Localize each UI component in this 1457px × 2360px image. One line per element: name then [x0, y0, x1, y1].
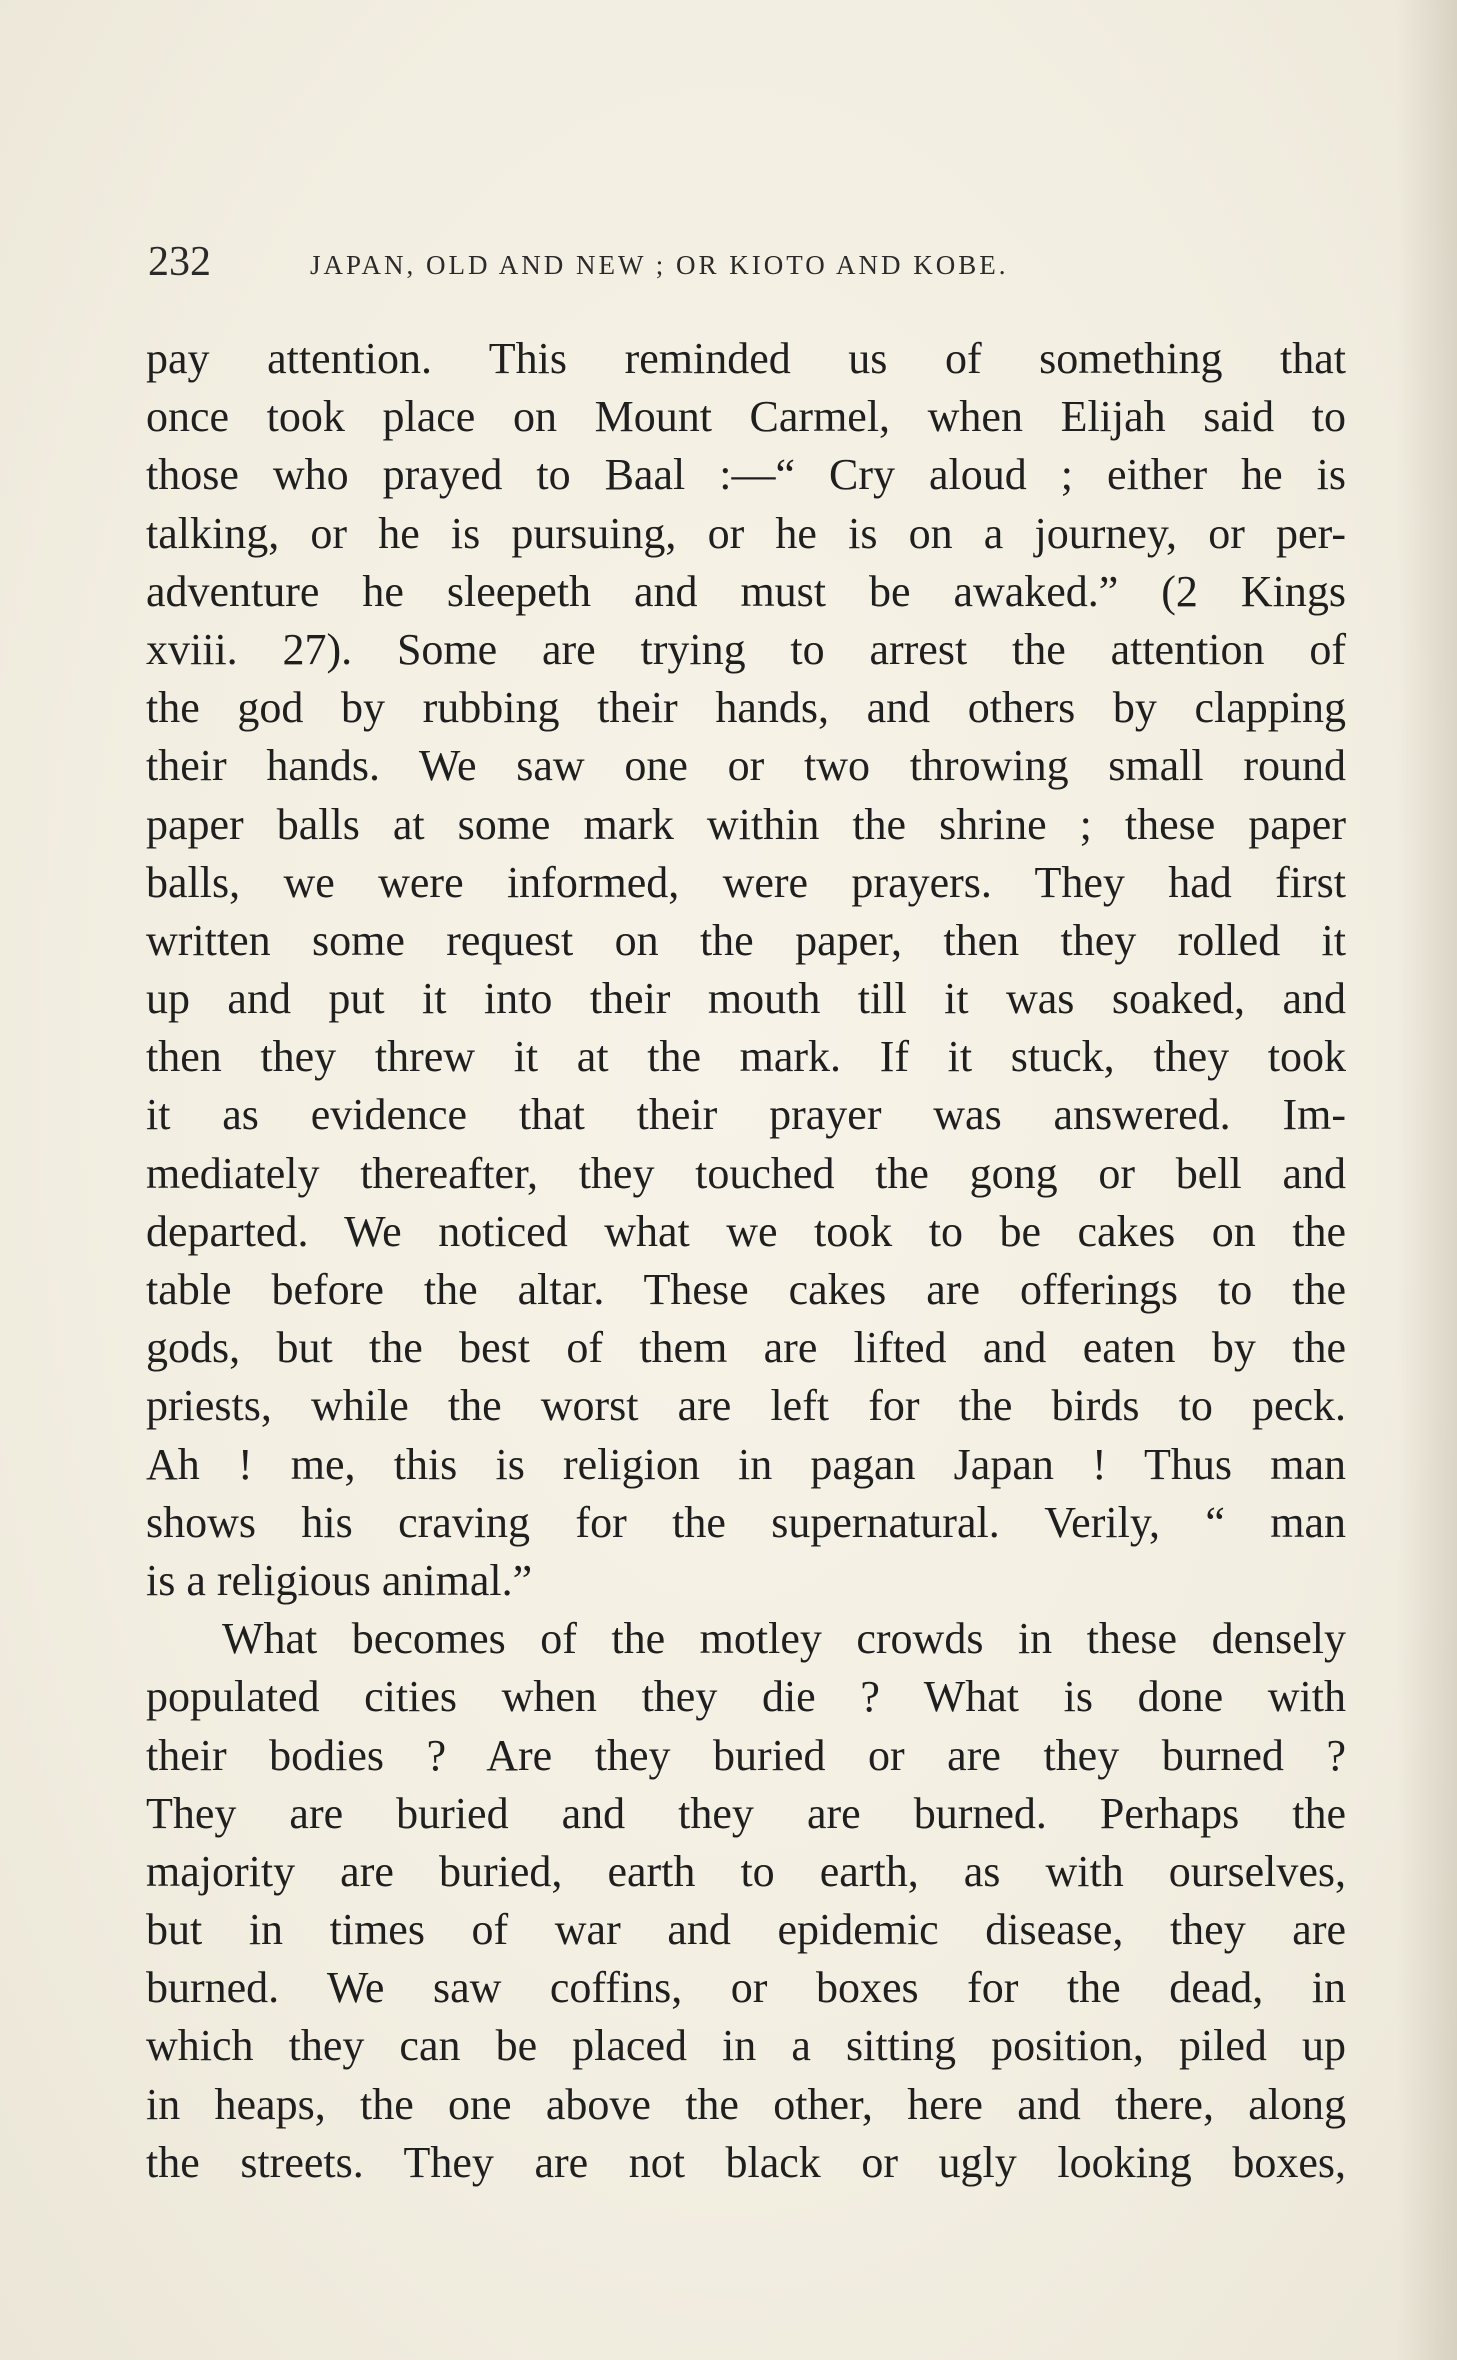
text-line: but in times of war and epidemic disease, they are: [146, 1905, 1346, 1955]
text-line: in heaps, the one above the other, here and there, along: [146, 2079, 1346, 2129]
page-edge-shadow: [1397, 0, 1457, 2360]
text-line: mediately thereafter, they touched the gong or bell and: [146, 1148, 1346, 1198]
text-line: burned. We saw coffins, or boxes for the dead, in: [146, 1963, 1346, 2013]
paragraph-end-line: is a religious animal.”: [146, 1555, 533, 1605]
text-line: xviii. 27). Some are trying to arrest the attention of: [146, 624, 1346, 674]
body-text: [146, 330, 1346, 2192]
text-line: shows his craving for the supernatural. Verily, “ man: [146, 1497, 1346, 1547]
text-line: majority are buried, earth to earth, as with ourselves,: [146, 1846, 1346, 1896]
text-line: their hands. We saw one or two throwing small round: [146, 741, 1346, 791]
text-line: the streets. They are not black or ugly looking boxes,: [146, 2137, 1346, 2187]
text-line: talking, or he is pursuing, or he is on a journey, or per-: [146, 508, 1346, 558]
text-line: those who prayed to Baal :—“ Cry aloud ; either he is: [146, 450, 1346, 500]
text-line: departed. We noticed what we took to be cakes on the: [146, 1206, 1346, 1256]
text-line: adventure he sleepeth and must be awaked.” (2 Kings: [146, 566, 1346, 616]
text-line: gods, but the best of them are lifted and eaten by the: [146, 1323, 1346, 1373]
text-line: then they threw it at the mark. If it stuck, they took: [146, 1032, 1346, 1082]
paragraph-start-line: What becomes of the motley crowds in these densely: [222, 1614, 1346, 1664]
text-line: Ah ! me, this is religion in pagan Japan ! Thus man: [146, 1439, 1346, 1489]
text-line: pay attention. This reminded us of something that: [146, 334, 1346, 383]
text-line: which they can be placed in a sitting position, piled up: [146, 2021, 1346, 2071]
text-line: up and put it into their mouth till it was soaked, and: [146, 974, 1346, 1024]
page-number: 232: [148, 239, 211, 285]
running-title: JAPAN, OLD AND NEW ; OR KIOTO AND KOBE.: [310, 250, 1009, 280]
text-line: They are buried and they are burned. Perhaps the: [146, 1788, 1346, 1838]
text-line: balls, we were informed, were prayers. They had first: [146, 857, 1346, 907]
text-line: their bodies ? Are they buried or are they burned ?: [146, 1730, 1346, 1780]
text-line: populated cities when they die ? What is done with: [146, 1672, 1346, 1722]
text-line: priests, while the worst are left for the birds to peck.: [146, 1381, 1346, 1431]
page-header: [148, 238, 1348, 288]
text-line: the god by rubbing their hands, and others by clapping: [146, 683, 1346, 733]
text-line: paper balls at some mark within the shrine ; these paper: [146, 799, 1346, 849]
text-line: it as evidence that their prayer was answered. Im-: [146, 1090, 1346, 1140]
text-line: written some request on the paper, then they rolled it: [146, 915, 1346, 965]
text-line: once took place on Mount Carmel, when Elijah said to: [146, 392, 1346, 442]
text-line: table before the altar. These cakes are offerings to the: [146, 1265, 1346, 1314]
